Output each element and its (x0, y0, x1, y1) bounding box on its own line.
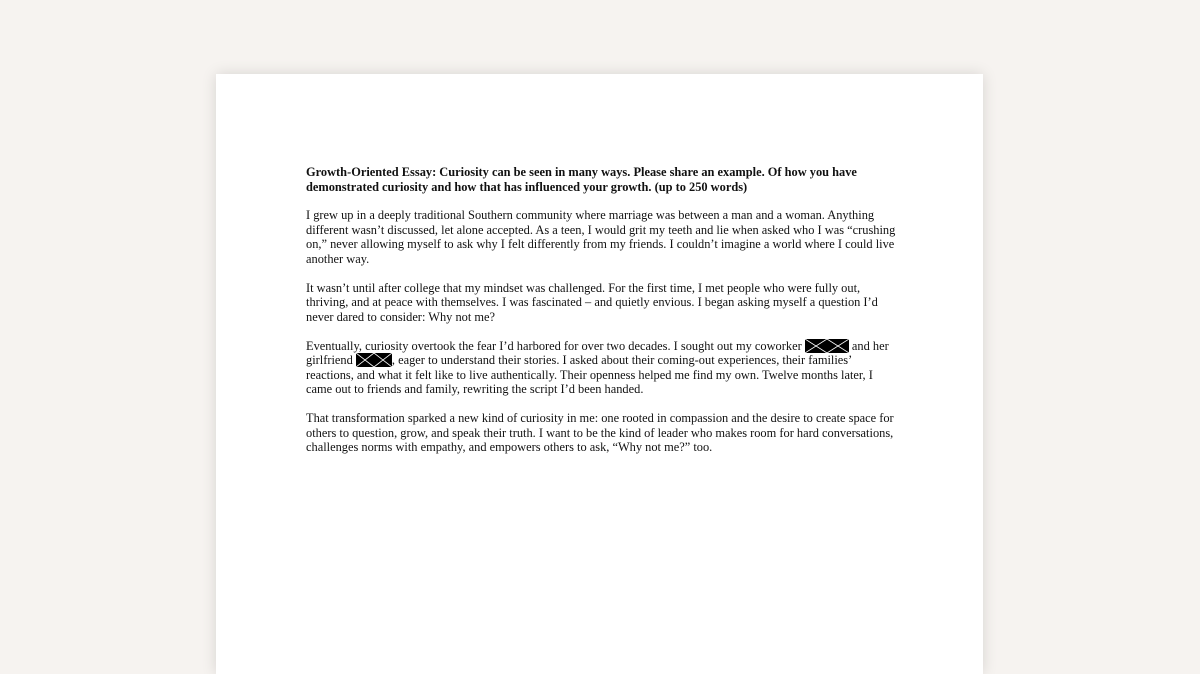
paragraph-3-text-part-1: Eventually, curiosity overtook the fear I’d harbored for over two decades. I sought out my coworker (306, 338, 805, 353)
essay-paragraph-2: It wasn’t until after college that my mindset was challenged. For the first time, I met people who were fully out, thriving, and at peace with themselves. I was fascinated – and quietly envious. I began asking myself a question I’d never dared to consider: Why not me? (306, 280, 878, 324)
paragraph-3-text-part-2: and her girlfriend (306, 338, 889, 367)
document-page (216, 74, 983, 674)
essay-prompt-heading: Growth-Oriented Essay: Curiosity can be seen in many ways. Please share an example. Of how you have demonstrated curiosity and how that has influenced your growth. (up to 250 words) (306, 165, 857, 194)
essay-paragraph-1: I grew up in a deeply traditional Southern community where marriage was between a man and a woman. Anything different wasn’t discussed, let alone accepted. As a teen, I would grit my teeth and lie when asked who I was “crushing on,” never allowing myself to ask why I felt differently from my friends. I couldn’t imagine a world where I could live another way. (306, 208, 896, 266)
redaction-cross-icon (356, 353, 392, 367)
essay-paragraph-4: That transformation sparked a new kind of curiosity in me: one rooted in compassion and the desire to create space for others to question, grow, and speak their truth. I want to be the kind of leader who makes room for hard conversations, challenges norms with empathy, and empowers others to ask, “Why not me?” too. (306, 411, 894, 454)
redaction-cross-icon (805, 339, 849, 353)
paragraph-3-text-part-3: , eager to understand their stories. I asked about their coming-out experiences, their families’ reactions, and what it felt like to live authentically. Their openness helped me find my own. Twelve months later, I came out to friends and family, rewriting the script I’d been handed. (306, 353, 873, 396)
redacted-name-girlfriend (356, 353, 392, 367)
essay-content (306, 165, 896, 469)
redacted-name-coworker (805, 339, 849, 353)
essay-paragraph-3 (306, 339, 896, 397)
